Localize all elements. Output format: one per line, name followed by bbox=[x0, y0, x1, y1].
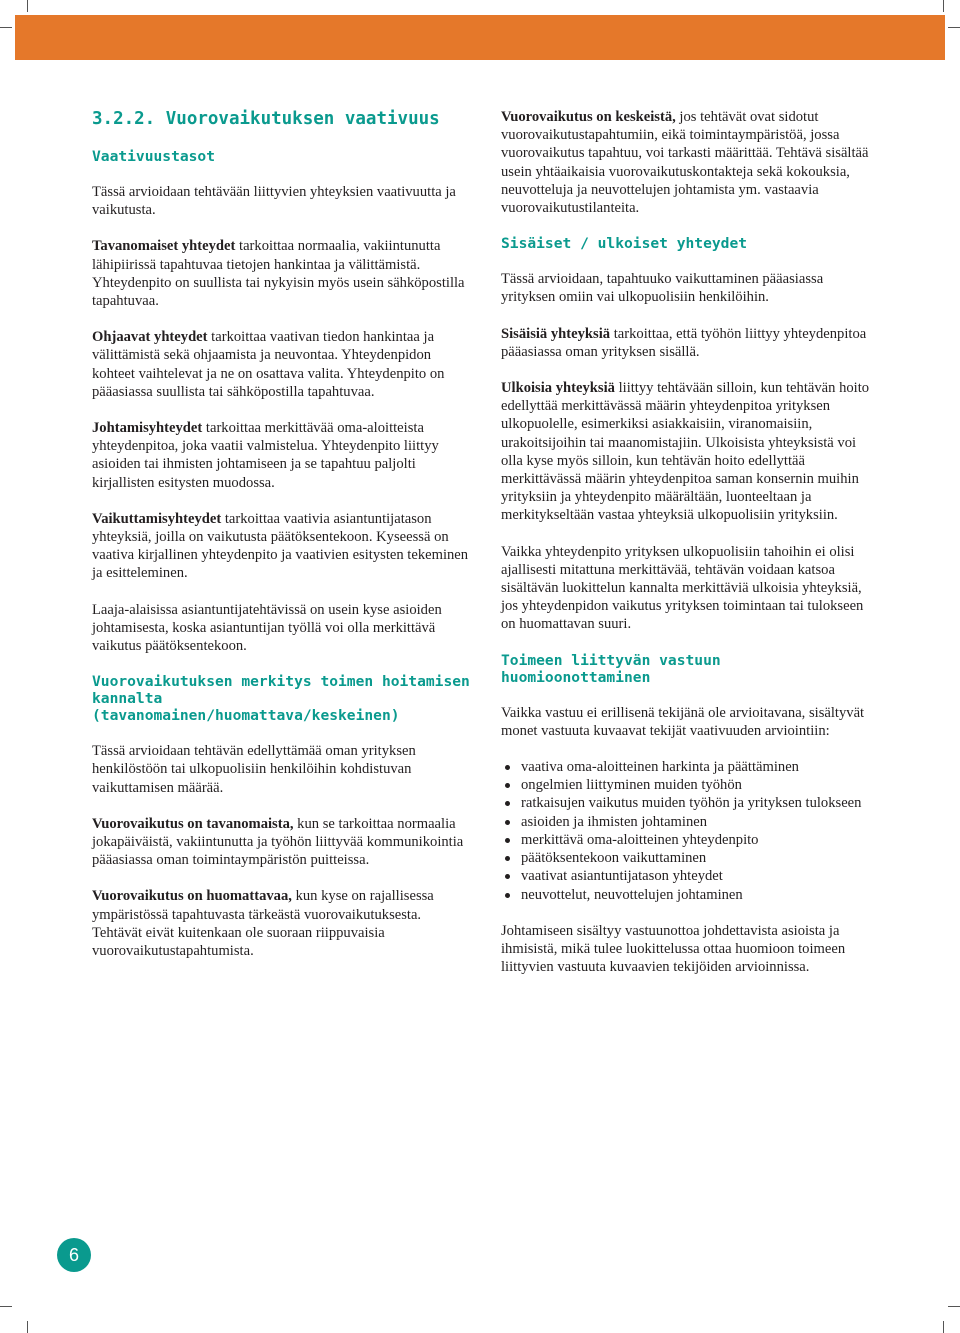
term: Vuorovaikutus on keskeistä, bbox=[501, 109, 676, 125]
paragraph-johtamis: Johtamisyhteydet tarkoittaa merkittävää oma-aloitteista yhteydenpitoa, joka vaatii valmistelua. Yhteydenpito liittyy asioiden tai ihmisten johtamiseen ja se tapahtuu paljolti kirjallisten esitysten muodossa. bbox=[92, 420, 439, 491]
subheading-vaativuustasot: Vaativuustasot bbox=[92, 148, 216, 165]
page-number: 6 bbox=[57, 1238, 91, 1272]
list-item: vaativa oma-aloitteinen harkinta ja päättäminen bbox=[501, 758, 876, 776]
list-item: asioiden ja ihmisten johtaminen bbox=[501, 813, 876, 831]
paragraph: Tässä arvioidaan, tapahtuuko vaikuttaminen pääasiassa yrityksen omiin vai ulkopuolisiin henkilöihin. bbox=[501, 271, 824, 306]
paragraph-ohjaavat: Ohjaavat yhteydet tarkoittaa vaativan tiedon hankintaa ja välittämistä sekä ohjaamista ja neuvontaa. Yhteydenpidon kohteet vaihtelevat ja ne on osattava valita. Yhteydenpito on pääasiassa suullista tai sähköpostilla tapahtuvaa. bbox=[92, 329, 445, 400]
crop-mark bbox=[27, 0, 28, 12]
list-item: vaativat asiantuntijatason yhteydet bbox=[501, 867, 876, 885]
crop-mark bbox=[0, 27, 12, 28]
paragraph-sisaisia: Sisäisiä yhteyksiä tarkoittaa, että työhön liittyy yhteydenpitoa pääasiassa oman yrityksen sisällä. bbox=[501, 325, 867, 360]
crop-mark bbox=[0, 1306, 12, 1307]
paragraph: Vaikka vastuu ei erillisenä tekijänä ole arvioitavana, sisältyvät monet vastuuta kuvaavat tekijät vaativuuden arviointiin: bbox=[501, 704, 865, 739]
term: Vaikuttamisyhteydet bbox=[92, 510, 222, 527]
left-column bbox=[92, 108, 474, 978]
subheading-merkitys: Vuorovaikutuksen merkitys toimen hoitamisen kannalta (tavanomainen/huomattava/keskeinen) bbox=[92, 673, 470, 725]
paragraph-tavanomaiset: Tavanomaiset yhteydet tarkoittaa normaalia, vakiintunutta lähipiirissä tapahtuvaa tietojen hankintaa ja välittämistä. Yhteydenpito on suullista tai nykyisin myös usein sähköpostilla tapahtuvaa. bbox=[92, 238, 465, 310]
crop-mark bbox=[27, 1321, 28, 1333]
subheading-vastuu: Toimeen liittyvän vastuun huomioonottaminen bbox=[501, 651, 721, 686]
crop-mark bbox=[943, 0, 944, 12]
paragraph: Tässä arvioidaan tehtävän edellyttämää oman yrityksen henkilöstöön tai ulkopuolisiin henkilöihin kohdistuvan vaikuttamisen määrää. bbox=[92, 743, 416, 796]
subheading-sisaiset-ulkoiset: Sisäiset / ulkoiset yhteydet bbox=[501, 235, 748, 253]
bullet-list bbox=[501, 758, 876, 904]
paragraph-vaikuttamis: Vaikuttamisyhteydet tarkoittaa vaativia asiantuntijatason yhteyksiä, joilla on vaikutusta päätöksentekoon. Kyseessä on vaativa kirjallinen yhteydenpito ja vaativien esitysten tekeminen ja esitteleminen. bbox=[92, 510, 469, 582]
paragraph: Johtamiseen sisältyy vastuunottoa johdettavista asioista ja ihmisistä, mikä tulee luokittelussa ottaa huomioon toimeen liittyvien vastuuta kuvaavien tekijöiden arvioinnissa. bbox=[501, 922, 846, 976]
term: Vuorovaikutus on tavanomaista, bbox=[92, 815, 294, 832]
crop-mark bbox=[943, 1321, 944, 1333]
crop-mark bbox=[948, 27, 960, 28]
list-item: neuvottelut, neuvottelujen johtaminen bbox=[501, 886, 876, 904]
term: Sisäisiä yhteyksiä bbox=[501, 325, 611, 342]
term: Ulkoisia yhteyksiä bbox=[501, 380, 615, 397]
list-item: ratkaisujen vaikutus muiden työhön ja yrityksen tulokseen bbox=[501, 794, 876, 812]
paragraph-keskeista: Vuorovaikutus on keskeistä, jos tehtävät ovat sidotut vuorovaikutustapahtumiin, eikä toimintaympäristöä, jossa vuorovaikutus tapahtuu, voi tarkasti määrittää. Tehtävä sisältää usein yhtäaikaisia vuorovaikutuskontakteja sekä kokouksia, neuvotteluja ja neuvottelujen johtamista ym. vastaavia vuorovaikutustilanteita. bbox=[501, 109, 869, 217]
list-item: päätöksentekoon vaikuttaminen bbox=[501, 849, 876, 867]
paragraph: Tässä arvioidaan tehtävään liittyvien yhteyksien vaativuutta ja vaikutusta. bbox=[92, 184, 456, 219]
paragraph-huomattavaa: Vuorovaikutus on huomattavaa, kun kyse on rajallisessa ympäristössä tapahtuvasta tärkeästä vuorovaikutuksesta. Tehtävät eivät kuitenkaan ole suoraan riippuvaisia vuorovaikutustapahtumista. bbox=[92, 888, 434, 960]
paragraph: Laaja-alaisissa asiantuntijatehtävissä on usein kyse asioiden johtamisesta, koska asiantuntijan työllä voi olla merkittävä vaikutus päätöksentekoon. bbox=[92, 601, 442, 655]
term: Tavanomaiset yhteydet bbox=[92, 238, 236, 255]
term: Ohjaavat yhteydet bbox=[92, 329, 208, 346]
paragraph-tavanomaista: Vuorovaikutus on tavanomaista, kun se tarkoittaa normaalia jokapäiväistä, vakiintunutta ja työhön liittyvää kommunikointia pääasiassa oman toimintaympäristön puitteissa. bbox=[92, 815, 464, 869]
paragraph-ulkoisia: Ulkoisia yhteyksiä liittyy tehtävään silloin, kun tehtävän hoito edellyttää merkittävässä määrin yhteydenpitoa yrityksen ulkopuolelle, esimerkiksi asiakkaisiin, viranomaisiin, urakoitsijoihin tai maanomistajiin. Ulkoisista yhteyksistä voi olla kyse myös silloin, kun tehtävän hoito edellyttää merkittävässä määrin yhteydenpitoa saman konsernin muihin yrityksiin ja yhteydenpito määrältään, luonteeltaan ja merkitykseltään vastaa yhteyksiä ulkopuolisiin yrityksiin. bbox=[501, 380, 870, 524]
header-band bbox=[15, 15, 945, 60]
section-title: 3.2.2. Vuorovaikutuksen vaativuus bbox=[92, 109, 440, 129]
list-item: ongelmien liittyminen muiden työhön bbox=[501, 776, 876, 794]
paragraph: Vaikka yhteydenpito yrityksen ulkopuolisiin tahoihin ei olisi ajallisesti mitattuna merkittävää, tehtävän voidaan katsoa sisältävän luokittelun kannalta merkittäviä ulkoisia yhteyksiä, jos yhteydenpidon vaikutus yrityksen toimintaan tai tulokseen on huomattavan suuri. bbox=[501, 543, 864, 633]
term: Johtamisyhteydet bbox=[92, 420, 203, 437]
right-column bbox=[501, 108, 876, 994]
term: Vuorovaikutus on huomattavaa, bbox=[92, 888, 292, 905]
crop-mark bbox=[948, 1306, 960, 1307]
list-item: merkittävä oma-aloitteinen yhteydenpito bbox=[501, 831, 876, 849]
